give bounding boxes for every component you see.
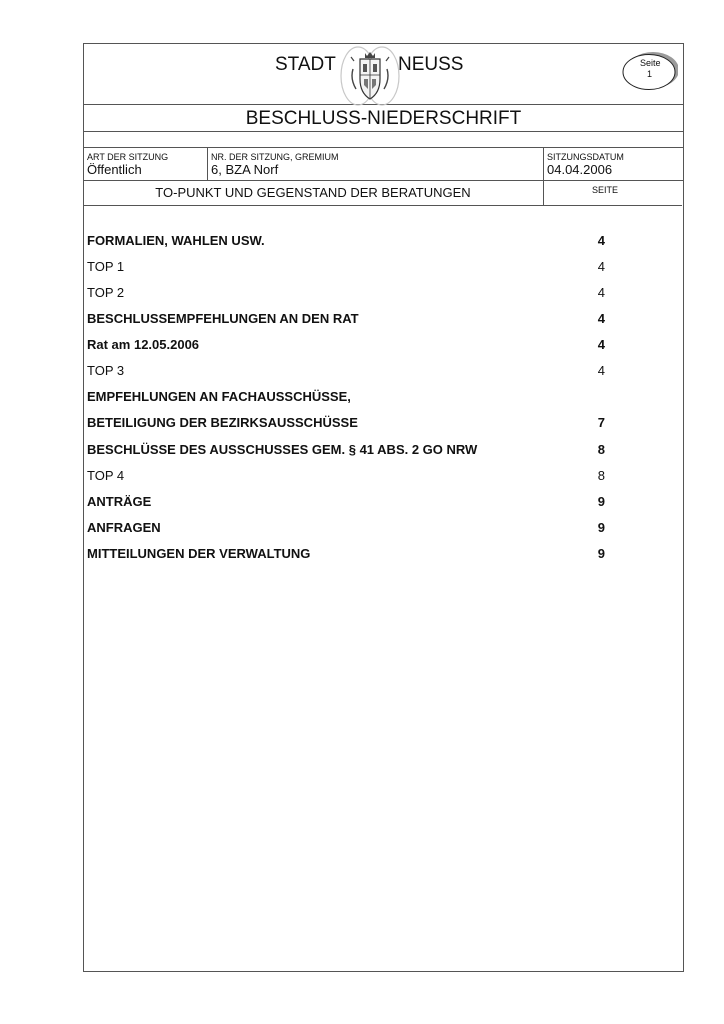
agenda-row	[87, 259, 605, 277]
agenda-item-page: 8	[597, 442, 605, 457]
agenda-row	[87, 546, 605, 564]
agenda-row	[87, 285, 605, 303]
agenda-row	[87, 415, 605, 433]
city-name-right: NEUSS	[398, 54, 464, 75]
document-title: BESCHLUSS-NIEDERSCHRIFT	[245, 108, 522, 129]
agenda-row	[87, 468, 605, 486]
agenda-item-page: 4	[597, 233, 605, 248]
agenda-row	[87, 311, 605, 329]
meeting-date-label: SITZUNGSDATUM	[547, 152, 624, 162]
agenda-item-text: BESCHLÜSSE DES AUSSCHUSSES GEM. § 41 ABS. 2 GO NRW	[87, 442, 478, 457]
meeting-date-value: 04.04.2006	[547, 162, 613, 177]
agenda-item-page: 4	[597, 259, 605, 274]
agenda-row	[87, 233, 605, 251]
agenda-item-page: 4	[597, 311, 605, 326]
divider-agenda-header	[83, 205, 682, 206]
page-number-value: 1	[647, 69, 653, 79]
agenda-item-text: EMPFEHLUNGEN AN FACHAUSSCHÜSSE,	[87, 389, 351, 404]
agenda-row	[87, 337, 605, 355]
meeting-number-label: NR. DER SITZUNG, GREMIUM	[211, 152, 339, 162]
agenda-row	[87, 520, 605, 538]
divider-title-bottom	[83, 131, 684, 132]
agenda-item-page: 9	[597, 494, 605, 509]
divider-meeting-top	[83, 147, 684, 148]
agenda-item-text: BESCHLUSSEMPFEHLUNGEN AN DEN RAT	[87, 311, 359, 326]
agenda-item-text: TOP 4	[87, 468, 125, 483]
agenda-row	[87, 442, 605, 460]
agenda-item-text: Rat am 12.05.2006	[87, 337, 200, 352]
divider-col-art	[207, 147, 208, 180]
agenda-item-page: 8	[597, 468, 605, 483]
meeting-type-value: Öffentlich	[87, 162, 142, 177]
agenda-item-text: ANTRÄGE	[87, 494, 152, 509]
agenda-subject-header: TO-PUNKT UND GEGENSTAND DER BERATUNGEN	[155, 185, 471, 200]
divider-col-datum	[543, 147, 544, 205]
agenda-item-page: 4	[597, 285, 605, 300]
agenda-item-text: FORMALIEN, WAHLEN USW.	[87, 233, 265, 248]
agenda-item-page: 4	[597, 337, 605, 352]
agenda-item-text: TOP 2	[87, 285, 125, 300]
agenda-item-text: MITTEILUNGEN DER VERWALTUNG	[87, 546, 311, 561]
agenda-item-text: ANFRAGEN	[87, 520, 161, 535]
agenda-row	[87, 363, 605, 381]
coat-of-arms-emblem	[338, 45, 402, 107]
agenda-item-text: TOP 1	[87, 259, 125, 274]
agenda-item-page: 9	[597, 546, 605, 561]
divider-meeting-bottom	[83, 180, 684, 181]
agenda-item-text: BETEILIGUNG DER BEZIRKSAUSSCHÜSSE	[87, 415, 358, 430]
agenda-row	[87, 494, 605, 512]
agenda-item-page: 9	[597, 520, 605, 535]
agenda-row	[87, 389, 605, 407]
agenda-item-page: 7	[597, 415, 605, 430]
city-name-left: STADT	[275, 54, 336, 75]
page-number-label: Seite	[640, 58, 661, 68]
agenda-page-header: SEITE	[591, 185, 618, 195]
agenda-item-page: 4	[597, 363, 605, 378]
meeting-type-label: ART DER SITZUNG	[87, 152, 169, 162]
meeting-number-value: 6, BZA Norf	[211, 162, 279, 177]
agenda-item-text: TOP 3	[87, 363, 125, 378]
